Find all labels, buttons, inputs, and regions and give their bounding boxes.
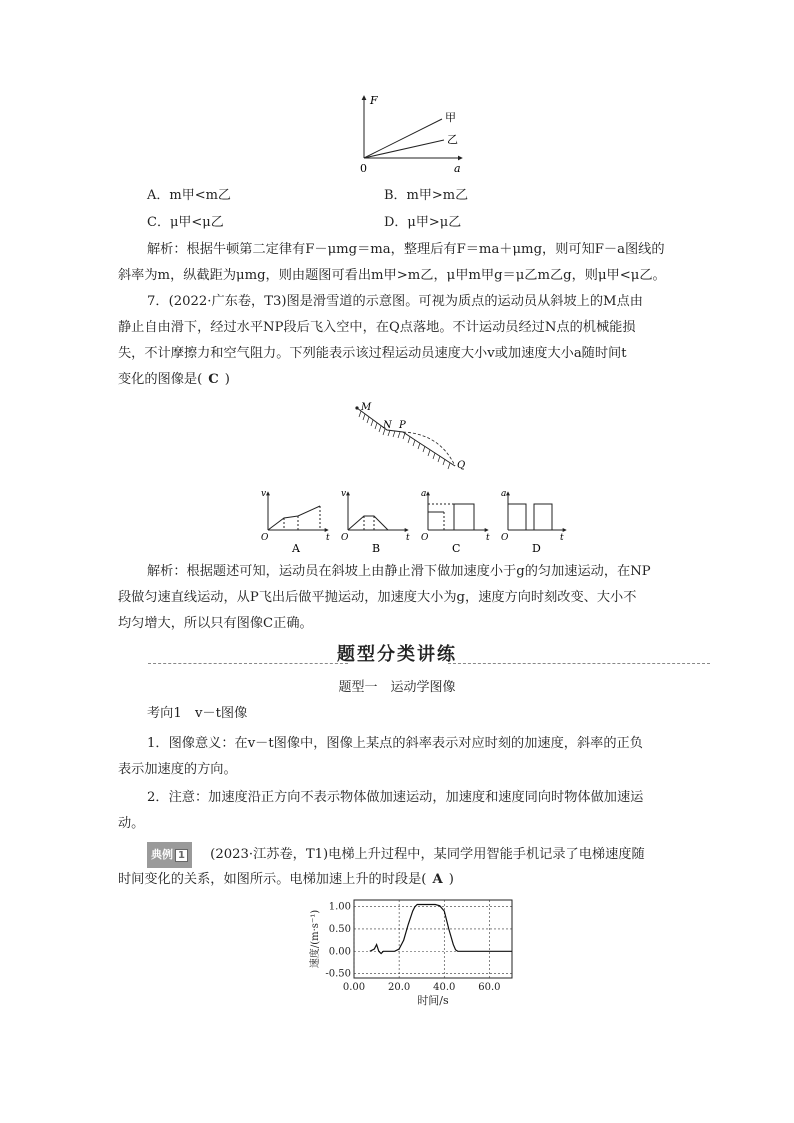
x-tick-label: 60.0 xyxy=(478,982,501,993)
line-jia-label: 甲 xyxy=(445,111,456,124)
a-axis-label: a xyxy=(454,162,461,175)
topic-heading: 考向1 v－t图像 xyxy=(147,706,248,721)
x-tick-label: 40.0 xyxy=(433,982,456,993)
point2-line1: 2．注意：加速度沿正方向不表示物体做加速运动，加速度和速度同向时物体做加速运 xyxy=(147,790,644,805)
example-answer: A xyxy=(432,872,443,887)
x-axis-label: 时间/s xyxy=(417,994,449,1007)
graph-d-y: a xyxy=(501,489,507,499)
option-a: A．m甲<m乙 xyxy=(147,188,231,203)
graph-b-caption: B xyxy=(372,542,381,555)
y-tick-label: 0.00 xyxy=(328,946,351,958)
point-p: P xyxy=(399,420,406,431)
line-jia xyxy=(364,119,442,158)
graph-a-caption: A xyxy=(292,542,300,555)
point1-line2: 表示加速度的方向。 xyxy=(118,762,237,777)
section-subtitle: 题型一 运动学图像 xyxy=(338,680,456,695)
graph-a-o: O xyxy=(261,533,269,543)
example-close: ) xyxy=(448,872,454,887)
f-axis-label: F xyxy=(370,94,378,107)
x-tick-label: 0.00 xyxy=(342,982,366,993)
q7-line1: 7．(2022·广东卷，T3)图是滑雪道的示意图。可视为质点的运动员从斜坡上的M点由 xyxy=(147,294,643,309)
graph-a-t: t xyxy=(326,533,330,543)
q7-line2: 静止自由滑下，经过水平NP段后飞入空中，在Q点落地。不计运动员经过N点的机械能损 xyxy=(118,320,636,335)
graph-b xyxy=(341,489,410,555)
line-yi xyxy=(364,140,444,158)
point-m: M xyxy=(361,402,372,413)
option-b: B．m甲>m乙 xyxy=(384,188,469,203)
graph-b-o: O xyxy=(341,533,349,543)
graph-d-o: O xyxy=(501,533,509,543)
analysis1-line2: 斜率为m，纵截距为μmg，则由题图可看出m甲>m乙，μ甲m甲g＝μ乙m乙g，则μ甲<μ乙。 xyxy=(118,268,666,283)
graph-a-y: v xyxy=(261,489,267,499)
q7-line4 xyxy=(118,368,678,392)
q7-line3: 失，不计摩擦力和空气阻力。下列能表示该过程运动员速度大小v或加速度大小a随时间t xyxy=(118,346,627,361)
graph-b-y: v xyxy=(341,489,347,499)
point1-line1: 1．图像意义：在v－t图像中，图像上某点的斜率表示对应时刻的加速度，斜率的正负 xyxy=(147,736,643,751)
q7-prompt: 变化的图像是( xyxy=(118,372,203,387)
plot-frame xyxy=(354,900,512,978)
y-tick-label: 0.50 xyxy=(328,923,351,935)
example-tag-text: 典例 xyxy=(151,848,173,861)
analysis2-line1: 解析：根据题述可知，运动员在斜坡上由静止滑下做加速度小于g的匀加速运动，在NP xyxy=(147,564,651,579)
example-tag-num: 1 xyxy=(175,849,188,862)
analysis2-line2: 段做匀速直线运动，从P飞出后做平抛运动，加速度大小为g，速度方向时刻改变、大小不 xyxy=(118,590,637,605)
point2-line2: 动。 xyxy=(118,816,145,831)
graph-c-o: O xyxy=(421,533,429,543)
x-tick-label: 20.0 xyxy=(388,982,411,993)
y-tick-label: 1.00 xyxy=(328,901,351,913)
option-d: D．μ甲>μ乙 xyxy=(384,215,462,230)
example-text: (2023·江苏卷，T1)电梯上升过程中，某同学用智能手机记录了电梯速度随 xyxy=(210,847,645,862)
q7-answer: C xyxy=(208,372,219,387)
speed-time-chart xyxy=(300,896,530,1008)
graph-b-t: t xyxy=(406,533,410,543)
origin-label: 0 xyxy=(360,162,367,175)
point-q: Q xyxy=(457,460,466,471)
line-yi-label: 乙 xyxy=(447,133,458,146)
graph-d xyxy=(501,489,566,555)
graph-a xyxy=(261,489,330,555)
graph-d-caption: D xyxy=(532,542,541,555)
graph-c-t: t xyxy=(486,533,490,543)
analysis2-line3: 均匀增大，所以只有图像C正确。 xyxy=(118,616,313,631)
graph-d-t: t xyxy=(560,533,564,543)
option-graphs xyxy=(258,486,568,558)
example-prompt: 时间变化的关系，如图所示。电梯加速上升的时段是( xyxy=(118,872,427,887)
ski-slope-diagram xyxy=(345,398,480,478)
y-axis-label: 速度/(m·s⁻¹) xyxy=(310,909,321,969)
graph-c xyxy=(421,489,490,555)
y-tick-label: -0.50 xyxy=(325,968,351,980)
analysis1-line1: 解析：根据牛顿第二定律有F－μmg＝ma，整理后有F＝ma＋μmg，则可知F－a图线的 xyxy=(147,242,665,257)
example-line1 xyxy=(147,842,707,868)
example-tag xyxy=(147,842,192,868)
section-title: 题型分类讲练 xyxy=(337,644,457,665)
graph-c-caption: C xyxy=(452,542,461,555)
option-c: C．μ甲<μ乙 xyxy=(147,215,224,230)
example-line2 xyxy=(118,868,678,892)
graph-c-y: a xyxy=(421,489,427,499)
point-n: N xyxy=(383,420,392,431)
q7-close: ) xyxy=(224,372,230,387)
f-a-graph xyxy=(350,90,470,180)
